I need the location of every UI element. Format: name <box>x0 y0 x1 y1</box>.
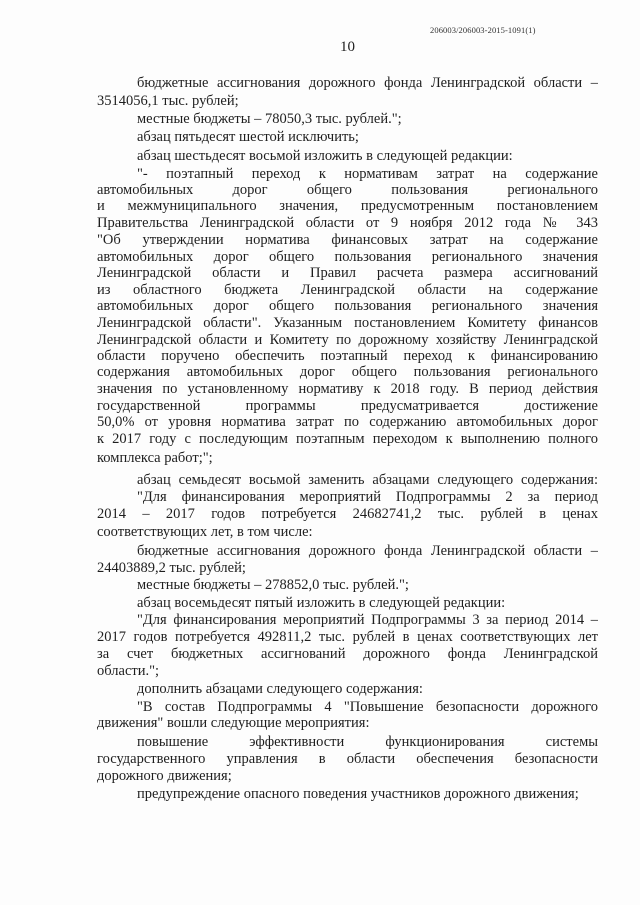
document-line: за счет бюджетных ассигнований дорожного фонда Ленинградской <box>97 646 598 662</box>
document-line: 2017 годов потребуется 492811,2 тыс. рублей в ценах соответствующих лет <box>97 629 598 645</box>
document-line: соответствующих лет, в том числе: <box>97 524 313 540</box>
document-line: автомобильных дорог общего пользования регионального значения <box>97 298 598 314</box>
document-line: абзац пятьдесят шестой исключить; <box>137 129 359 145</box>
document-line: Ленинградской области и Комитету по дорожному хозяйству Ленинградской <box>97 332 598 348</box>
document-line: из областного бюджета Ленинградской области на содержание <box>97 282 598 298</box>
document-line: движения" вошли следующие мероприятия: <box>97 715 370 731</box>
document-line: дорожного движения; <box>97 768 232 784</box>
document-line: государственной программы предусматривается достижение <box>97 398 598 414</box>
document-line: дополнить абзацами следующего содержания: <box>137 681 423 697</box>
document-line: области поручено обеспечить поэтапный переход к финансированию <box>97 348 598 364</box>
document-line: значения по установленному нормативу к 2018 году. В период действия <box>97 381 598 397</box>
document-line: и межмуниципального значения, предусмотренным постановлением <box>97 198 598 214</box>
document-line: "Для финансирования мероприятий Подпрограммы 3 за период 2014 – <box>137 612 598 628</box>
document-line: 3514056,1 тыс. рублей; <box>97 93 239 109</box>
document-line: 50,0% от уровня норматива затрат по содержанию автомобильных дорог <box>97 414 598 430</box>
document-line: предупреждение опасного поведения участников дорожного движения; <box>137 786 579 802</box>
document-line: Правительства Ленинградской области от 9 ноября 2012 года № 343 <box>97 215 598 231</box>
document-line: области."; <box>97 663 160 679</box>
document-line: абзац восемьдесят пятый изложить в следующей редакции: <box>137 595 506 611</box>
document-line: повышение эффективности функционирования системы <box>137 734 598 750</box>
document-id: 206003/206003-2015-1091(1) <box>430 25 536 35</box>
page-number: 10 <box>340 39 355 55</box>
document-line: местные бюджеты – 278852,0 тыс. рублей."; <box>137 577 409 593</box>
document-line: абзац семьдесят восьмой заменить абзацами следующего содержания: <box>137 472 598 488</box>
document-line: Ленинградской области". Указанным постановлением Комитету финансов <box>97 315 598 331</box>
document-line: автомобильных дорог общего пользования регионального <box>97 182 598 198</box>
document-line: автомобильных дорог общего пользования регионального значения <box>97 249 598 265</box>
document-line: "- поэтапный переход к нормативам затрат на содержание <box>137 166 598 182</box>
document-line: "Для финансирования мероприятий Подпрограммы 2 за период <box>137 489 598 505</box>
document-line: государственного управления в области обеспечения безопасности <box>97 751 598 767</box>
document-line: бюджетные ассигнования дорожного фонда Ленинградской области – <box>137 543 598 559</box>
document-line: Ленинградской области и Правил расчета размера ассигнований <box>97 265 598 281</box>
document-line: комплекса работ;"; <box>97 450 213 466</box>
document-line: 24403889,2 тыс. рублей; <box>97 560 246 576</box>
document-line: абзац шестьдесят восьмой изложить в следующей редакции: <box>137 148 513 164</box>
document-line: 2014 – 2017 годов потребуется 24682741,2 тыс. рублей в ценах <box>97 506 598 522</box>
document-line: к 2017 году с последующим поэтапным переходом к выполнению полного <box>97 431 598 447</box>
document-line: бюджетные ассигнования дорожного фонда Ленинградской области – <box>137 75 598 91</box>
document-line: "В состав Подпрограммы 4 "Повышение безопасности дорожного <box>137 699 598 715</box>
document-line: "Об утверждении норматива финансовых затрат на содержание <box>97 232 598 248</box>
document-line: содержания автомобильных дорог общего пользования регионального <box>97 364 598 380</box>
document-line: местные бюджеты – 78050,3 тыс. рублей."; <box>137 111 402 127</box>
